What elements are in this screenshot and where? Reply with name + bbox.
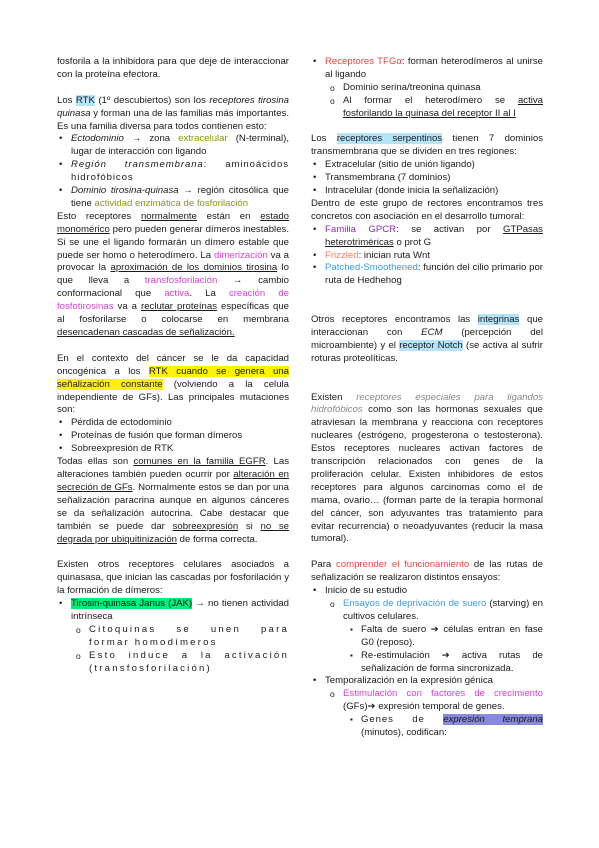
highlight: RTK — [75, 94, 95, 106]
list-item: • Proteínas de fusión que forman dímeros — [57, 430, 289, 443]
list-subitem: o Citoquinas se unen para formar homodímeros — [57, 624, 289, 650]
highlight: receptores serpentinos — [336, 133, 443, 145]
paragraph: Todas ellas son comunes en la familia EGFR. Las alteraciones también pueden ocurrir por alteración en secreción de GFs. Normalmente estos se dan por una señalización paracrina aunque en algunos cánceres se da señalización autocrina. Cabe destacar que también se puede dar sobreexpresión si no se degrada por ubiquitinización de forma correcta. — [57, 456, 289, 545]
list-item: • Región transmembrana: aminoácidos hidrofóbicos — [57, 159, 289, 185]
highlight: integrinas — [477, 314, 520, 326]
list-subitem: o Ensayos de deprivación de suero (starving) en cultivos celulares. — [311, 598, 543, 624]
paragraph: Los receptores serpentinos tienen 7 dominios transmembrana que se dividen en tres regiones: — [311, 133, 543, 158]
paragraph: Para comprender el funcionamiento de las rutas de señalización se realizaron distintos ensayos: — [311, 559, 543, 584]
paragraph: fosforila a la inhibidora para que deje de interaccionar con la proteína efectora. — [57, 56, 289, 80]
paragraph: Otros receptores encontramos las integrinas que interaccionan con ECM (percepción del microambiente) y el receptor Notch (se activa al sufrir roturas proteolíticas. — [311, 314, 544, 364]
highlight: RTK cuando se genera una señalización constante — [57, 365, 289, 390]
list-item: • Sobreexpresión de RTK — [57, 443, 289, 456]
list-item: • Temporalización en la expresión génica — [311, 675, 543, 688]
paragraph-rtk: Los RTK (1º descubiertos) son los receptores tirosina quinasa y forman una de las familias más importantes. Es una familia diversa para todos contienen esto: — [57, 94, 290, 132]
list-item: • Patched-Smoothened: función del cilio primario por ruta de Hedhehog — [311, 262, 543, 288]
bullet-list — [57, 598, 289, 675]
paragraph: Existen receptores especiales para ligandos hidrofóbicos como son las hormonas sexuales que atraviesan la membrana y reacciona con receptores nucleares (estrógeno, progesterona o testosterona). Estos receptores nucleares activan factores de transcripción relacionados con genes de la proliferación celular. Existen inhibidores de estos receptores para algunos carcinomas como el de mama, ovario… (forman parte de la terapia hormonal del cáncer, son adyuvantes tras tratamiento para evitar recurrencia) o neoadyuvantes (reducir la masa tumoral). — [311, 391, 543, 545]
list-item: • Pérdida de ectodominio — [57, 417, 289, 430]
list-item: • Familia GPCR: se activan por GTPasas heterotriméricas o prot G — [311, 224, 543, 250]
bullet-list — [311, 56, 543, 121]
list-subsubitem: ▪ Re-estimulación ➔ activa rutas de señalización de forma sincronizada. — [311, 650, 543, 676]
highlight: Tirosin-quinasa Janus (JAK) — [71, 598, 193, 610]
list-item: • Receptores TFGα: forman heterodímeros al unirse al ligando — [311, 56, 543, 82]
list-item: • Dominio tirosina-quinasa → región citosólica que tiene actividad enzimática de fosforilación — [57, 185, 289, 211]
bullet-list — [57, 133, 289, 210]
list-item: • Inicio de su estudio — [311, 585, 543, 598]
left-column — [57, 56, 289, 675]
list-item: • Extracelular (sitio de unión ligando) — [311, 159, 543, 172]
right-column — [311, 56, 543, 740]
list-subitem: o Dominio serina/treonina quinasa — [311, 82, 543, 95]
bullet-list — [311, 224, 543, 289]
list-subitem: o Estimulación con factores de crecimiento (GFs)➔ expresión temporal de genes. — [311, 688, 543, 714]
list-item: • Frizzled: inician ruta Wnt — [311, 250, 543, 263]
list-subsubitem: ▪ Genes de expresión temprana (minutos), codifican: — [311, 714, 543, 740]
paragraph: Esto receptores normalmente están en estado monomérico pero pueden generar dímeros inestables. Si se une el ligando formarán un dímero estable que puede ser homo o heterodímero. La dimerización va a provocar la aproximación de los dominios tirosina lo que lleva a transfosforilación → cambio conformacional que activa. La creación de fosfotirosinas va a reclutar proteínas específicas que al fosforilarse o colocarse en membrana desencadenan cascadas de señalización. — [57, 210, 289, 339]
highlight: expresión temprana — [443, 714, 544, 726]
bullet-list — [311, 585, 543, 740]
list-item: • Transmembrana (7 dominios) — [311, 172, 543, 185]
list-subitem: o Al formar el heterodímero se activa fosforilando la quinasa del receptor II al I — [311, 95, 543, 121]
paragraph: Dentro de este grupo de rectores encontramos tres concretos con asociación en el desarrollo tumoral: — [311, 197, 543, 222]
list-item: • Ectodominio → zona extracelular (N-terminal), lugar de interacción con ligando — [57, 133, 289, 159]
list-item: • Intracelular (donde inicia la señalización) — [311, 185, 543, 198]
list-subitem: o Esto induce a la activación (transfosforilación) — [57, 650, 289, 676]
bullet-list — [57, 417, 289, 456]
paragraph: Existen otros receptores celulares asociados a quinasasa, que inician las cascadas por fosforilación y la formación de dímeros: — [57, 559, 289, 597]
list-item: • Tirosin-quinasa Janus (JAK) → no tienen actividad intrínseca — [57, 598, 289, 624]
list-subsubitem: ▪ Falta de suero ➔ células entran en fase G0 (reposo). — [311, 624, 543, 650]
paragraph-cancer: En el contexto del cáncer se le da capacidad oncogénica a los RTK cuando se genera una señalización constante (volviendo a la celula independiente de GFs). Las principales mutaciones son: — [57, 352, 289, 416]
highlight: receptor Notch — [399, 339, 463, 351]
bullet-list — [311, 159, 543, 198]
